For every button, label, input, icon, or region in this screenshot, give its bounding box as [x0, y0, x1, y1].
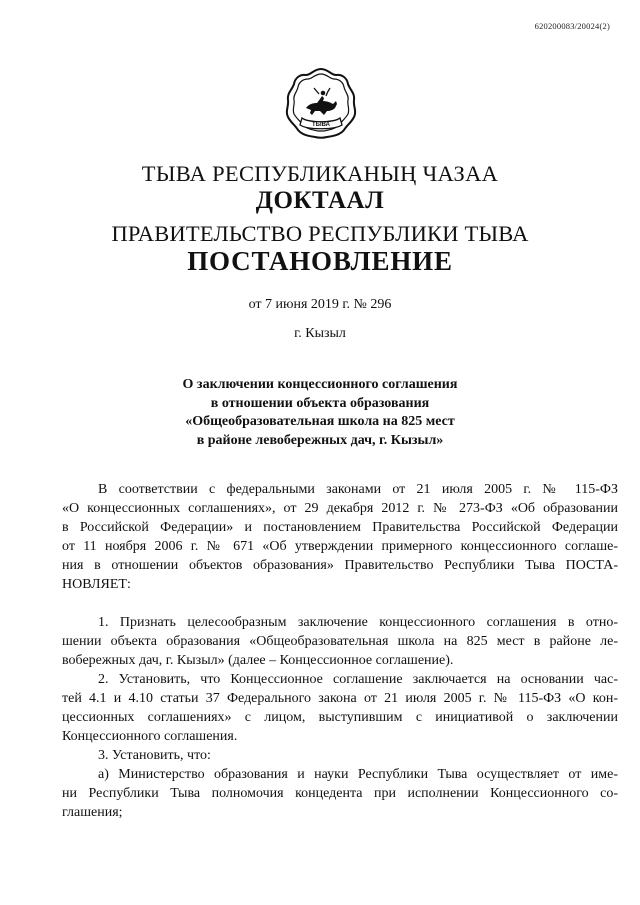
preamble-paragraph — [62, 480, 618, 594]
clause-line: 2. Установить, что Концессионное соглашение заключается на основании час- — [98, 672, 618, 687]
subject-line: в районе левобережных дач, г. Кызыл» — [196, 432, 444, 448]
subject-line: в отношении объекта образования — [210, 395, 430, 411]
russian-document-type: ПОСТАНОВЛЕНИЕ — [187, 246, 453, 276]
russian-government-title: ПРАВИТЕЛЬСТВО РЕСПУБЛИКИ ТЫВА — [111, 221, 529, 246]
clause-line: Концессионного соглашения. — [62, 729, 238, 744]
preamble-line: «О концессионных соглашениях», от 29 декабря 2012 г. № 273-ФЗ «Об образовании — [62, 501, 618, 516]
clause-line: вобережных дач, г. Кызыл» (далее – Концессионное соглашение). — [62, 653, 454, 668]
subject-line: О заключении концессионного соглашения — [182, 377, 458, 392]
tuva-coat-of-arms-icon — [284, 66, 358, 140]
subject-line: «Общеобразовательная школа на 825 мест — [185, 414, 455, 429]
document-number: 620200083/20024(2) — [534, 21, 610, 31]
svg-text:ТЫВА: ТЫВА — [312, 122, 330, 128]
tuvan-document-type: ДОКТААЛ — [255, 187, 385, 214]
document-subject — [0, 376, 640, 450]
clause-line: а) Министерство образования и науки Республики Тыва осуществляет от име- — [98, 767, 618, 782]
clause-line: 1. Признать целесообразным заключение концессионного соглашения в отно- — [98, 615, 618, 630]
preamble-line: в Российской Федерации» и постановлением Правительства Российской Федерации — [62, 520, 618, 535]
tuvan-government-title: ТЫВА РЕСПУБЛИКАНЫҢ ЧАЗАА — [141, 161, 499, 186]
clause-line: глашения; — [62, 805, 123, 820]
clause-line: шении объекта образования «Общеобразовательная школа на 825 мест в районе ле- — [62, 634, 618, 649]
preamble-line: от 11 ноября 2006 г. № 671 «Об утверждении примерного концессионного соглаше- — [62, 539, 618, 554]
document-date-number: от 7 июня 2019 г. № 296 — [248, 297, 392, 312]
preamble-line: НОВЛЯЕТ: — [62, 577, 131, 592]
clause-line: цессионных соглашениях» с лицом, выступившим с инициативой о заключении — [62, 710, 618, 725]
clause-line: ни Республики Тыва полномочия концедента при исполнении Концессионного со- — [62, 786, 618, 801]
clause-line: 3. Установить, что: — [98, 748, 211, 763]
preamble-line: В соответствии с федеральными законами от 21 июля 2005 г. № 115-ФЗ — [98, 482, 618, 497]
preamble-line: ния в отношении объектов образования» Правительство Республики Тыва ПОСТА- — [62, 558, 618, 573]
document-city: г. Кызыл — [294, 326, 346, 341]
clauses-section — [62, 613, 618, 822]
clause-line: тей 4.1 и 4.10 статьи 37 Федерального закона от 21 июля 2005 г. № 115-ФЗ «О кон- — [62, 691, 618, 706]
